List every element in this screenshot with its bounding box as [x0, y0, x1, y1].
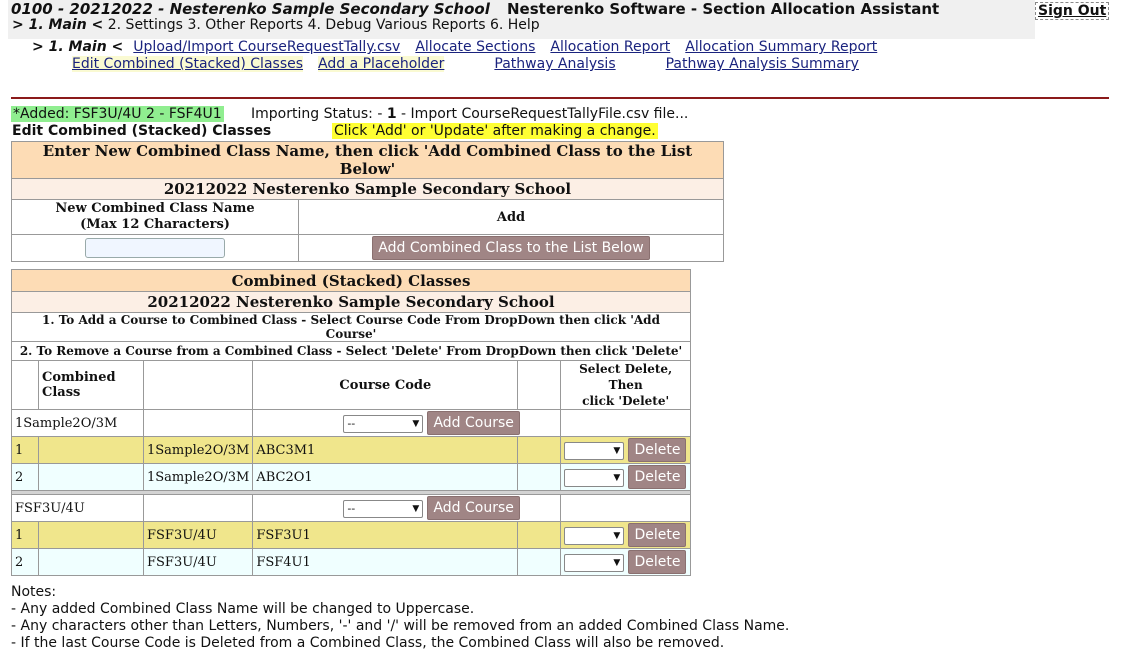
new-name-header-line1: New Combined Class Name	[55, 201, 255, 216]
delete-header-line2: click 'Delete'	[582, 394, 670, 408]
dropdown-value: --	[347, 501, 356, 515]
page-header-title: 0100 - 20212022 - Nesterenko Sample Secondary School	[11, 0, 490, 18]
row-delete-cell	[561, 522, 691, 549]
importing-number: 1	[386, 106, 397, 122]
note-line: - Any added Combined Class Name will be changed to Uppercase.	[11, 601, 475, 617]
group-name: FSF3U/4U	[12, 495, 144, 522]
add-combined-class-button[interactable]: Add Combined Class to the List Below	[372, 236, 649, 260]
link-allocate-sections[interactable]: Allocate Sections	[415, 39, 536, 55]
chevron-down-icon: ▼	[613, 445, 621, 456]
chevron-down-icon: ▼	[613, 472, 621, 483]
row-number: 2	[12, 549, 39, 576]
sub-menu-current: > 1. Main <	[32, 39, 124, 55]
row-code: ABC3M1	[253, 437, 518, 464]
chevron-down-icon: ▼	[412, 418, 420, 429]
header-blank-3	[518, 361, 561, 410]
row-blank	[39, 549, 144, 576]
combined-classes-table	[11, 269, 691, 576]
added-status-badge: *Added: FSF3U/4U 2 - FSF4U1	[13, 106, 222, 122]
table-row	[12, 522, 691, 549]
delete-button[interactable]: Delete	[628, 438, 686, 462]
group-blank-2	[561, 495, 691, 522]
combined-header: Combined (Stacked) Classes	[12, 270, 691, 292]
row-delete-cell	[561, 437, 691, 464]
importing-status	[251, 106, 688, 122]
link-pathway-analysis-summary[interactable]: Pathway Analysis Summary	[665, 56, 859, 72]
row-delete-cell	[561, 549, 691, 576]
instruction-remove: 2. To Remove a Course from a Combined Class - Select 'Delete' From DropDown then click 'Delete'	[12, 342, 691, 361]
add-course-cell	[253, 495, 561, 522]
delete-dropdown[interactable]	[564, 554, 624, 572]
add-column-header: Add	[299, 200, 724, 235]
delete-button[interactable]: Delete	[628, 465, 686, 489]
new-name-column-header	[12, 200, 299, 235]
row-class: 1Sample2O/3M	[144, 437, 253, 464]
group-name: 1Sample2O/3M	[12, 410, 144, 437]
link-allocation-summary-report[interactable]: Allocation Summary Report	[685, 39, 878, 55]
main-menu-current[interactable]: > 1. Main <	[12, 17, 104, 33]
app-name: Nesterenko Software - Section Allocation Assistant	[507, 0, 940, 18]
group-blank	[144, 495, 253, 522]
table-row	[12, 464, 691, 491]
new-form-header: Enter New Combined Class Name, then click 'Add Combined Class to the List Below'	[12, 142, 724, 179]
row-code: FSF4U1	[253, 549, 518, 576]
row-class: 1Sample2O/3M	[144, 464, 253, 491]
add-course-button[interactable]: Add Course	[427, 496, 519, 520]
menu-item-debug-reports[interactable]: 4. Debug Various Reports	[307, 17, 486, 33]
new-name-input-cell	[12, 235, 299, 262]
group-blank	[144, 410, 253, 437]
course-code-dropdown[interactable]	[343, 500, 423, 518]
column-select-delete	[561, 361, 691, 410]
note-line: - If the last Course Code is Deleted from a Combined Class, the Combined Class will also be removed.	[11, 635, 725, 651]
change-tip: Click 'Add' or 'Update' after making a change.	[334, 123, 656, 139]
row-blank-2	[518, 437, 561, 464]
dropdown-value: --	[347, 416, 356, 430]
link-add-placeholder[interactable]: Add a Placeholder	[318, 56, 445, 72]
menu-item-settings[interactable]: 2. Settings	[107, 17, 183, 33]
link-allocation-report[interactable]: Allocation Report	[550, 39, 671, 55]
column-course-code: Course Code	[253, 361, 518, 410]
delete-dropdown[interactable]	[564, 442, 624, 460]
importing-text: - Import CourseRequestTallyFile.csv file...	[396, 106, 689, 122]
add-button-cell	[299, 235, 724, 262]
delete-dropdown[interactable]	[564, 469, 624, 487]
chevron-down-icon: ▼	[412, 503, 420, 514]
link-upload-import[interactable]: Upload/Import CourseRequestTally.csv	[133, 39, 401, 55]
row-blank-2	[518, 464, 561, 491]
menu-item-help[interactable]: 6. Help	[489, 17, 540, 33]
chevron-down-icon: ▼	[613, 557, 621, 568]
new-name-header-line2: (Max 12 Characters)	[80, 217, 230, 232]
link-pathway-analysis[interactable]: Pathway Analysis	[494, 56, 616, 72]
row-class: FSF3U/4U	[144, 522, 253, 549]
note-line: - Any characters other than Letters, Numbers, '-' and '/' will be removed from an added Combined Class Name.	[11, 618, 790, 634]
chevron-down-icon: ▼	[613, 530, 621, 541]
row-blank	[39, 437, 144, 464]
new-combined-class-table	[11, 141, 724, 262]
row-blank	[39, 464, 144, 491]
row-number: 1	[12, 522, 39, 549]
header-blank-2	[144, 361, 253, 410]
group-blank-2	[561, 410, 691, 437]
row-blank-2	[518, 522, 561, 549]
add-course-cell	[253, 410, 561, 437]
delete-dropdown[interactable]	[564, 527, 624, 545]
delete-button[interactable]: Delete	[628, 550, 686, 574]
sub-menu	[32, 39, 892, 55]
main-menu	[12, 17, 540, 33]
delete-header-line1: Select Delete, Then	[579, 362, 673, 392]
table-row	[12, 437, 691, 464]
menu-item-other-reports[interactable]: 3. Other Reports	[187, 17, 304, 33]
importing-label: Importing Status: -	[251, 106, 387, 122]
row-code: FSF3U1	[253, 522, 518, 549]
course-code-dropdown[interactable]	[343, 415, 423, 433]
instruction-add: 1. To Add a Course to Combined Class - Select Course Code From DropDown then click 'Add Course'	[12, 313, 691, 342]
new-form-school: 20212022 Nesterenko Sample Secondary School	[12, 179, 724, 200]
notes-title: Notes:	[11, 584, 57, 600]
combined-school: 20212022 Nesterenko Sample Secondary School	[12, 292, 691, 313]
notes-section	[11, 584, 789, 652]
table-row	[12, 549, 691, 576]
row-code: ABC2O1	[253, 464, 518, 491]
row-blank	[39, 522, 144, 549]
column-combined-class: Combined Class	[39, 361, 144, 410]
add-course-button[interactable]: Add Course	[427, 411, 519, 435]
row-delete-cell	[561, 464, 691, 491]
divider	[11, 97, 1109, 99]
row-number: 1	[12, 437, 39, 464]
row-class: FSF3U/4U	[144, 549, 253, 576]
link-edit-combined-classes[interactable]: Edit Combined (Stacked) Classes	[72, 56, 304, 72]
row-blank-2	[518, 549, 561, 576]
header-blank	[12, 361, 39, 410]
page-title: Edit Combined (Stacked) Classes	[12, 123, 272, 139]
delete-button[interactable]: Delete	[628, 523, 686, 547]
sign-out-link[interactable]: Sign Out	[1035, 2, 1109, 20]
sub-menu-row2	[72, 56, 874, 72]
new-combined-class-name-input[interactable]	[85, 238, 225, 258]
row-number: 2	[12, 464, 39, 491]
